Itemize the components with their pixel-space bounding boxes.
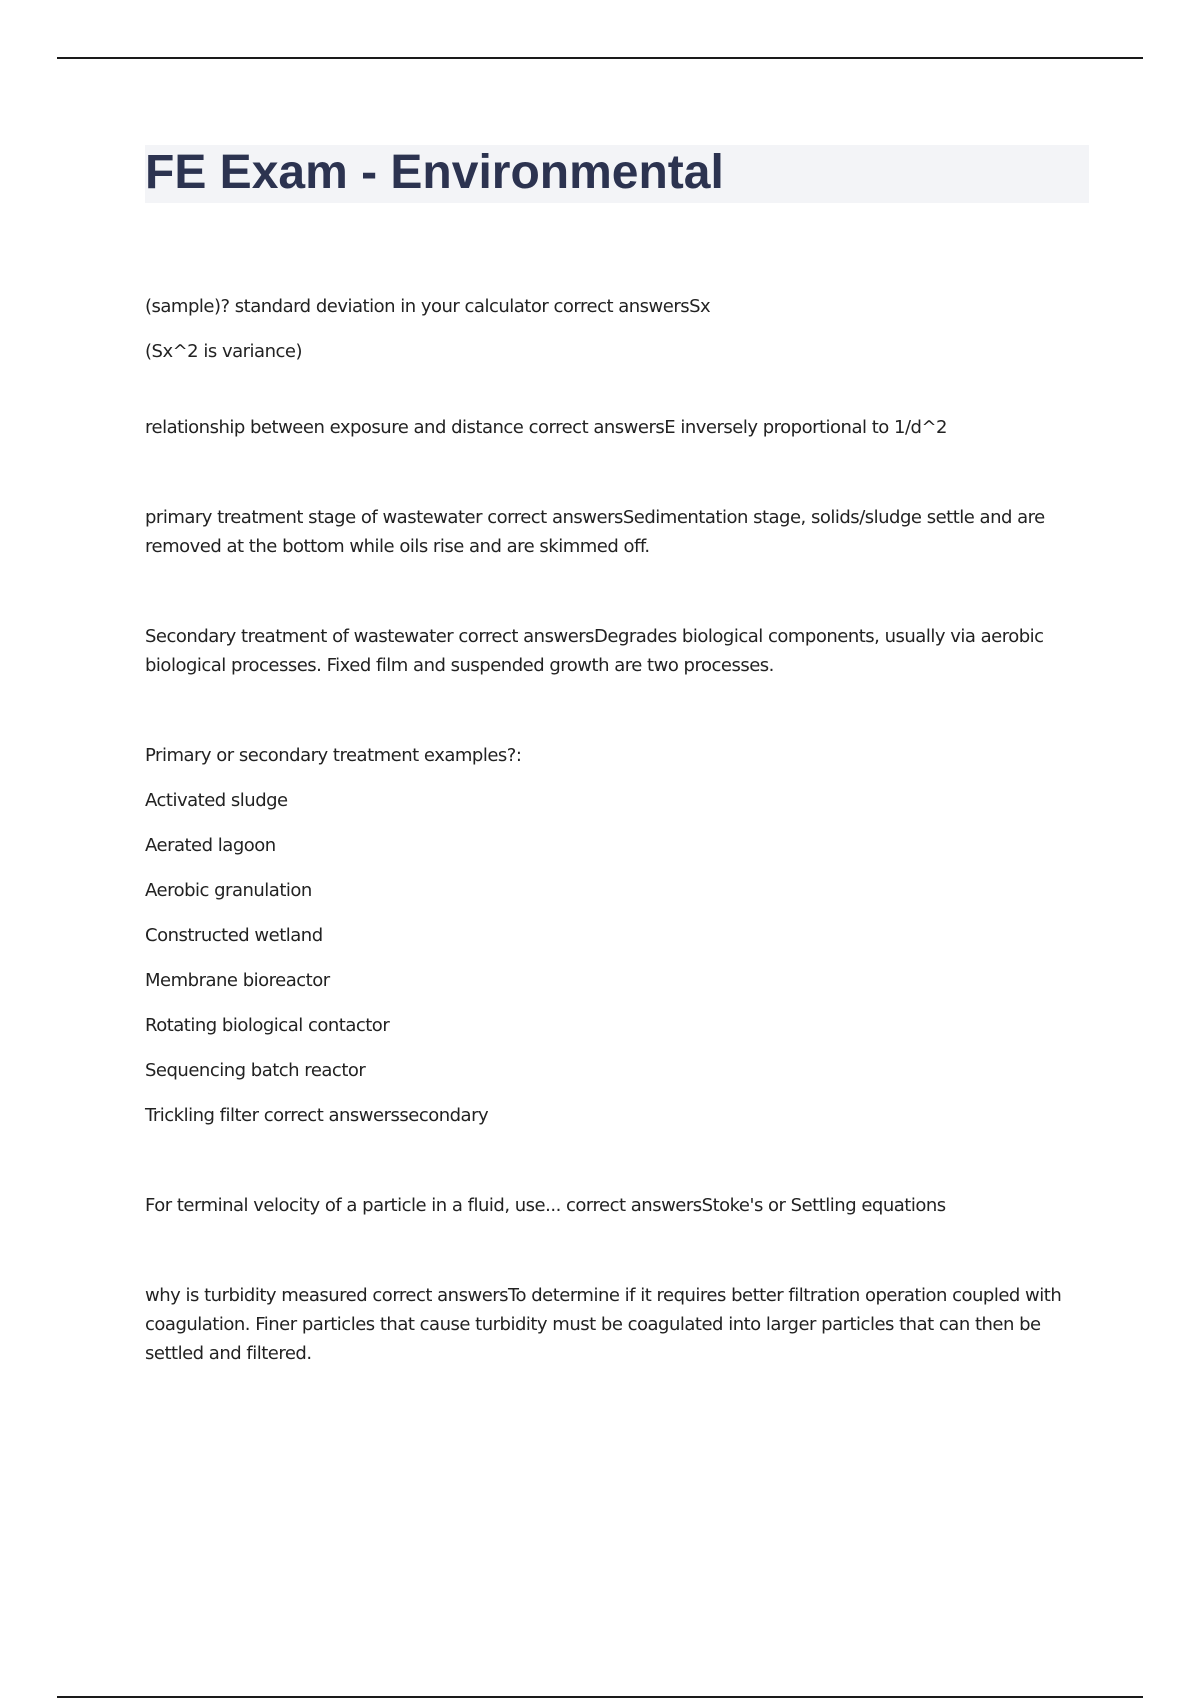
list-intro: Primary or secondary treatment examples?: <box>145 745 522 766</box>
treatment-examples-list <box>145 741 1090 1130</box>
qa-entry <box>145 1191 1090 1220</box>
qa-text: Secondary treatment of wastewater correct answersDegrades biological components, usually via aerobic biological processes. Fixed film and suspended growth are two processes. <box>145 626 1044 676</box>
qa-text: why is turbidity measured correct answersTo determine if it requires better filtration operation coupled with coagulation. Finer particles that cause turbidity must be coagulated into larger particles that can then be settled and filtered. <box>145 1285 1062 1364</box>
qa-text: For terminal velocity of a particle in a fluid, use... correct answersStoke's or Settling equations <box>145 1195 946 1216</box>
list-item: Activated sludge <box>145 790 288 811</box>
qa-text: (sample)? standard deviation in your calculator correct answersSx <box>145 296 711 317</box>
footer-rule <box>57 1696 1143 1698</box>
list-item: Aerobic granulation <box>145 880 312 901</box>
qa-entry <box>145 413 1090 442</box>
list-item: Aerated lagoon <box>145 835 276 856</box>
list-item: Sequencing batch reactor <box>145 1060 366 1081</box>
qa-note: (Sx^2 is variance) <box>145 341 302 362</box>
list-item: Constructed wetland <box>145 925 323 946</box>
document-body <box>145 292 1090 1429</box>
qa-entry <box>145 292 1090 366</box>
qa-entry <box>145 622 1090 680</box>
header-rule <box>57 57 1143 59</box>
qa-text: relationship between exposure and distance correct answersE inversely proportional to 1/d^2 <box>145 417 947 438</box>
list-item: Trickling filter correct answerssecondary <box>145 1105 489 1126</box>
list-item: Rotating biological contactor <box>145 1015 390 1036</box>
qa-text: primary treatment stage of wastewater correct answersSedimentation stage, solids/sludge settle and are removed at the bottom while oils rise and are skimmed off. <box>145 507 1045 557</box>
document-title: FE Exam - Environmental <box>145 146 724 199</box>
list-item: Membrane bioreactor <box>145 970 330 991</box>
qa-entry <box>145 1281 1090 1368</box>
qa-entry <box>145 503 1090 561</box>
